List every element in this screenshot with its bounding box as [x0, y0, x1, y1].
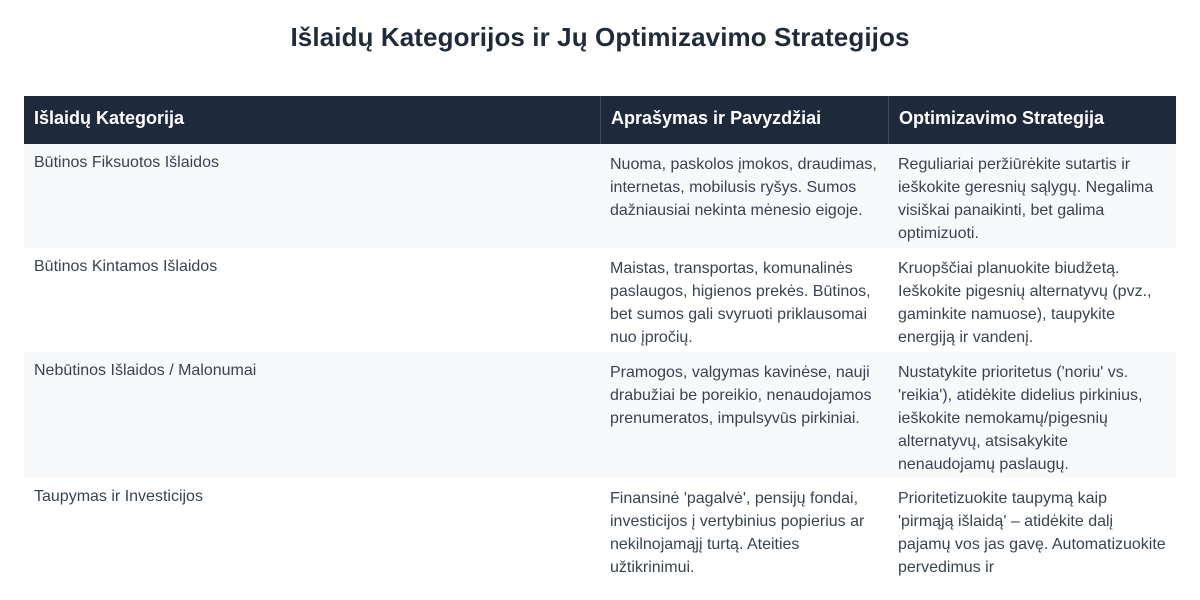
- page-title: Išlaidų Kategorijos ir Jų Optimizavimo Strategijos: [290, 22, 910, 52]
- description-cell: Pramogos, valgymas kavinėse, nauji drabužiai be poreikio, nenaudojamos prenumeratos, impulsyvūs pirkiniai.: [610, 364, 872, 427]
- category-cell: Būtinos Fiksuotos Išlaidos: [34, 154, 219, 171]
- table-row: [24, 352, 1176, 478]
- description-cell: Maistas, transportas, komunalinės paslaugos, higienos prekės. Būtinos, bet sumos gali svyruoti priklausomai nuo įpročių.: [610, 260, 871, 346]
- strategy-cell: Prioritetizuokite taupymą kaip 'pirmąją išlaidą' – atidėkite dalį pajamų vos jas gavę. Automatizuokite pervedimus ir: [898, 490, 1166, 576]
- table-row: [24, 144, 1176, 248]
- category-cell: Nebūtinos Išlaidos / Malonumai: [34, 362, 257, 379]
- table-header-row: [24, 96, 1176, 144]
- description-cell: Nuoma, paskolos įmokos, draudimas, internetas, mobilusis ryšys. Sumos dažniausiai nekinta mėnesio eigoje.: [610, 156, 877, 219]
- header-category: Išlaidų Kategorija: [34, 108, 185, 128]
- strategy-cell: Reguliariai peržiūrėkite sutartis ir ieškokite geresnių sąlygų. Negalima visiškai panaikinti, bet galima optimizuoti.: [898, 156, 1154, 242]
- expense-table: [24, 96, 1176, 600]
- table-row: [24, 248, 1176, 352]
- description-cell: Finansinė 'pagalvė', pensijų fondai, investicijos į vertybinius popierius ar nekilnojamąjį turtą. Ateities užtikrinimui.: [610, 490, 865, 576]
- strategy-cell: Nustatykite prioritetus ('noriu' vs. 'reikia'), atidėkite didelius pirkinius, ieškokite nemokamų/pigesnių alternatyvų, atsisakykite nenaudojamų paslaugų.: [898, 364, 1143, 473]
- table-row: [24, 478, 1176, 600]
- category-cell: Būtinos Kintamos Išlaidos: [34, 258, 218, 275]
- header-strategy: Optimizavimo Strategija: [888, 96, 1176, 144]
- strategy-cell: Kruopščiai planuokite biudžetą. Ieškokite pigesnių alternatyvų (pvz., gaminkite namuose), taupykite energiją ir vandenį.: [898, 260, 1152, 346]
- category-cell: Taupymas ir Investicijos: [34, 488, 203, 505]
- header-description: Aprašymas ir Pavyzdžiai: [600, 96, 888, 144]
